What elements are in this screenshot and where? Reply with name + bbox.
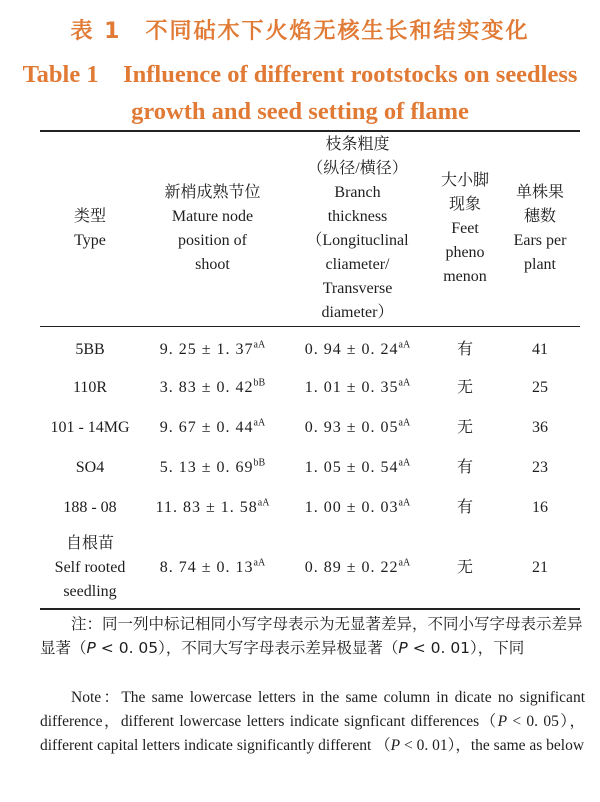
cell-type: 101 - 14MG [50,419,130,436]
thickness-sig: aA [398,339,411,351]
table-title-en: Table 1 Influence of different rootstocks on seedless growth and seed setting of flame [22,61,578,125]
cell-feet: 无 [456,379,473,396]
cell-thickness [285,408,430,448]
header-mature-cn: 新梢成熟节位 [164,184,261,201]
thickness-value: 1. 00 ± 0. 03 [304,499,399,516]
table-row [40,448,580,488]
thickness-sig: aA [398,557,411,569]
cell-type: 110R [72,379,108,396]
header-mature-en-3: shoot [195,256,230,273]
table-row [40,408,580,448]
cell-mature [140,408,285,448]
thickness-value: 1. 05 ± 0. 54 [304,459,399,476]
cell-mature [140,330,285,370]
thickness-value: 1. 01 ± 0. 35 [304,379,399,396]
note-en-text-1: Note：The same lowercase letters in the same column in dicate no significant difference，different lowercase letters indicate signficant differences（ [40,689,585,730]
header-feet-en-1: Feet [451,220,479,237]
header-feet-en-3: menon [443,268,487,285]
cell-ears: 16 [532,499,548,516]
header-type-cn: 类型 [73,208,106,225]
cell-ears: 41 [532,341,548,358]
bottom-rule [40,608,580,610]
note-english [40,686,585,758]
header-mature-en-2: position of [178,232,247,249]
note-en-text-3: < 0. 01），the same as below [400,737,585,754]
note-en-p-1: P [497,713,508,730]
header-ears-cn-1: 单株果 [515,184,564,201]
note-cn-p-1: P [86,639,96,657]
note-en-p-2: P [390,737,401,754]
header-mature-node [140,134,285,324]
cell-thickness [285,488,430,528]
header-thickness-en-1: Branch [334,184,381,201]
cell-mature [140,548,285,588]
header-thickness-en-5: Transverse [322,280,393,297]
header-ears-cn-2: 穗数 [523,208,556,225]
top-rule [40,130,580,132]
cell-type: 5BB [75,341,105,358]
header-type-en: Type [74,232,106,249]
cell-feet: 无 [456,559,473,576]
note-cn-p-2: P [398,639,408,657]
header-ears-en-1: Ears per [513,232,567,249]
mature-sig: aA [257,497,270,509]
mature-sig: aA [253,417,266,429]
mature-sig: bB [253,457,266,469]
header-thickness-cn-1: 枝条粗度 [325,136,390,153]
mature-value: 3. 83 ± 0. 42 [159,379,254,396]
table-row [40,548,580,588]
cell-mature [140,368,285,408]
cell-mature [140,488,285,528]
header-type [40,134,140,324]
thickness-sig: aA [398,497,411,509]
thickness-value: 0. 94 ± 0. 24 [304,341,399,358]
table-row [40,368,580,408]
mature-value: 8. 74 ± 0. 13 [159,559,254,576]
mature-value: 5. 13 ± 0. 69 [159,459,254,476]
note-cn-text-1: 注：同一列中标记相同小写字母表示为无显著差异，不同小写字母表示差异显著（ [40,615,583,657]
header-feet-cn-1: 大小脚 [440,172,489,189]
mature-sig: bB [253,377,266,389]
header-thickness-en-2: thickness [327,208,388,225]
thickness-sig: aA [398,457,411,469]
self-rooted-cn: 自根苗 [65,535,114,552]
cell-thickness [285,330,430,370]
cell-feet: 有 [456,499,473,516]
cell-ears: 21 [532,559,548,576]
table-row [40,330,580,370]
cell-feet: 有 [456,459,473,476]
header-feet-cn-2: 现象 [448,196,481,213]
thickness-sig: aA [398,377,411,389]
cell-ears: 36 [532,419,548,436]
thickness-sig: aA [398,417,411,429]
thickness-value: 0. 93 ± 0. 05 [304,419,399,436]
cell-thickness [285,368,430,408]
self-rooted-en-2: seedling [63,583,117,600]
cell-mature [140,448,285,488]
table-title-cn: 表 1 不同砧木下火焰无核生长和结实变化 [70,19,530,44]
header-rule [40,326,580,327]
cell-thickness [285,548,430,588]
cell-thickness [285,448,430,488]
header-ears-en-2: plant [524,256,556,273]
mature-sig: aA [253,339,266,351]
cell-feet: 无 [456,419,473,436]
header-mature-en-1: Mature node [171,208,254,225]
header-feet-en-2: pheno [445,244,485,261]
cell-ears: 23 [532,459,548,476]
note-cn-text-2: < 0. 05），不同大写字母表示差异极显著（ [95,639,399,657]
table-row [40,488,580,528]
thickness-value: 0. 89 ± 0. 22 [304,559,399,576]
header-feet-phenomenon [430,134,500,324]
header-ears-per-plant [500,134,580,324]
note-cn-text-3: < 0. 01），下同 [407,639,525,657]
note-en-text-2: < 0. 05），different capital letters indicate significantly different （ [40,713,585,754]
header-branch-thickness [285,134,430,324]
cell-type: 188 - 08 [63,499,117,516]
mature-value: 9. 25 ± 1. 37 [159,341,254,358]
header-thickness-en-3: （Longituclinal [306,232,409,249]
mature-sig: aA [253,557,266,569]
mature-value: 9. 67 ± 0. 44 [159,419,254,436]
mature-value: 11. 83 ± 1. 58 [155,499,258,516]
header-thickness-cn-2: （纵径/横径） [307,160,408,177]
header-thickness-en-6: diameter） [321,304,394,321]
cell-ears: 25 [532,379,548,396]
self-rooted-en-1: Self rooted [54,559,126,576]
note-chinese [40,612,585,660]
header-thickness-en-4: cliameter/ [325,256,390,273]
cell-feet: 有 [456,341,473,358]
cell-type: SO4 [75,459,105,476]
